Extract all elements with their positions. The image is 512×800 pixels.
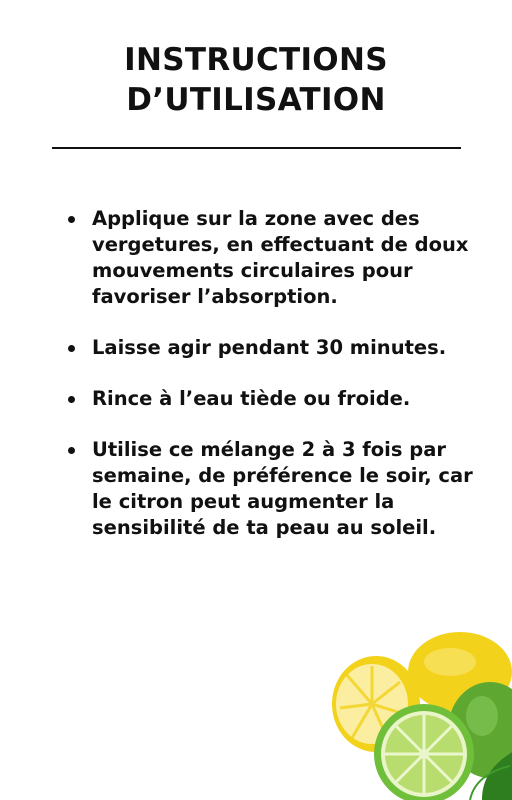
- instruction-item-1: Applique sur la zone avec des vergetures, en effectuant de doux mouvements circulaires pour favoriser l’absorption.: [60, 206, 490, 310]
- instruction-item-3: Rince à l’eau tiède ou froide.: [60, 386, 490, 412]
- title-line-2: D’UTILISATION: [126, 82, 386, 118]
- title-divider: [52, 147, 461, 149]
- instruction-item-4: Utilise ce mélange 2 à 3 fois par semaine, de préférence le soir, car le citron peut augmenter la sensibilité de ta peau au soleil.: [60, 437, 490, 541]
- lemon-lime-fruit-icon: [332, 630, 512, 800]
- title-line-1: INSTRUCTIONS: [124, 42, 388, 78]
- instruction-list: [60, 206, 490, 566]
- instruction-item-2: Laisse agir pendant 30 minutes.: [60, 335, 490, 361]
- page-title: [0, 40, 512, 120]
